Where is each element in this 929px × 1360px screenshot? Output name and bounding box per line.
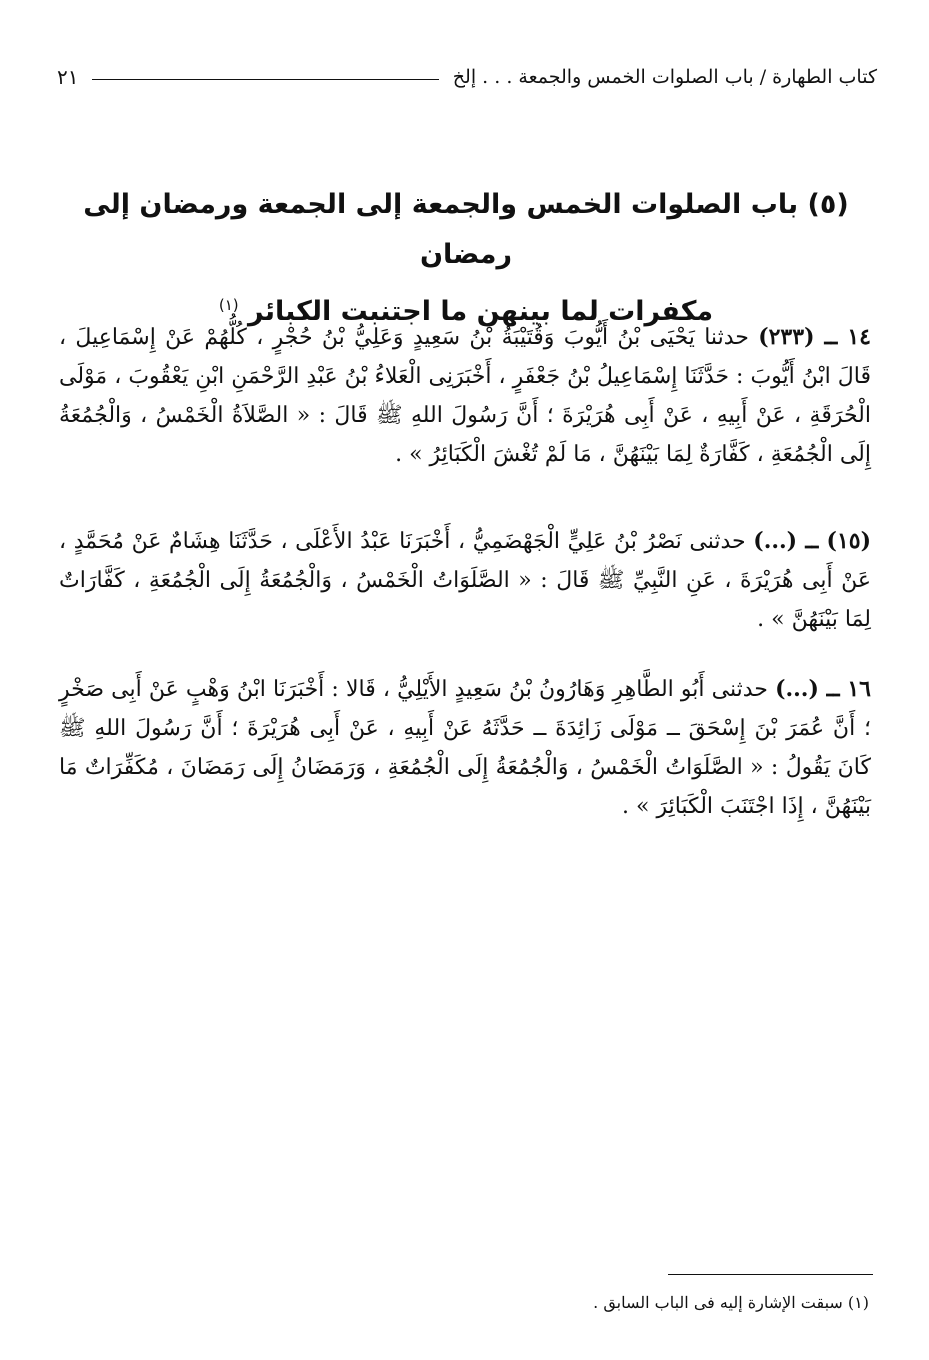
hadith-text: حدثنا يَحْيَى بْنُ أَيُّوبَ وَقُتَيْبَةُ بْنُ سَعِيدٍ وَعَلِيُّ بْنُ حُجْرٍ ، كُلُّهُمْ عَنْ إِسْمَاعِيلَ ، قَالَ ابْنُ أَيُّوبَ : حَدَّثَنَا إِسْمَاعِيلُ بْنُ جَعْفَرٍ ، أَخْبَرَنِى الْعَلاءُ بْنُ عَبْدِ الرَّحْمَنِ ابْنِ يَعْقُوبَ ، مَوْلَى الْحُرَقَةِ ، عَنْ أَبِيهِ ، عَنْ أَبِى هُرَيْرَةَ ؛ أَنَّ رَسُولَ اللهِ ﷺ قَالَ : « الصَّلاَةُ الْخَمْسُ ، وَالْجُمُعَةُ إِلَى الْجُمُعَةِ ، كَفَّارَةٌ لِمَا بَيْنَهُنَّ ، مَا لَمْ تُغْشَ الْكَبَائِرُ » .	[59, 325, 871, 467]
hadith-paragraph	[59, 318, 871, 474]
page-number: ٢١	[57, 65, 79, 89]
hadith-text: حدثنى أَبُو الطَّاهِرِ وَهَارُونُ بْنُ سَعِيدٍ الأَيْلِيُّ ، قَالا : أَخْبَرَنَا ابْنُ وَهْبٍ عَنْ أَبِى صَخْرٍ ؛ أَنَّ عُمَرَ بْنَ إِسْحَقَ ــ مَوْلَى زَائِدَةَ ــ حَدَّثَهُ عَنْ أَبِيهِ ، عَنْ أَبِى هُرَيْرَةَ ؛ أَنَّ رَسُولَ اللهِ ﷺ كَانَ يَقُولُ : « الصَّلَوَاتُ الْخَمْسُ ، وَالْجُمُعَةُ إِلَى الْجُمُعَةِ ، وَرَمَضَانُ إِلَى رَمَضَانَ ، مُكَفِّرَاتٌ مَا بَيْنَهُنَّ ، إِذَا اجْتَنَبَ الْكَبَائِرَ » .	[59, 677, 871, 819]
running-title: كتاب الطهارة / باب الصلوات الخمس والجمعة . . . إلخ	[452, 66, 877, 88]
hadith-number: ١٤ ــ (٢٣٣)	[758, 324, 871, 350]
header-rule	[92, 79, 438, 80]
hadith-number: ١٦ ــ (...)	[775, 676, 871, 702]
hadith-paragraph	[59, 670, 871, 826]
footnote-reference: (١)	[218, 296, 239, 314]
running-header	[57, 62, 877, 92]
footnote-marker: (١)	[847, 1293, 869, 1312]
chapter-title-line1: (٥) باب الصلوات الخمس والجمعة إلى الجمعة ورمضان إلى رمضان	[83, 189, 849, 270]
chapter-heading	[61, 180, 871, 337]
chapter-title-line2: مكفرات لما بينهن ما اجتنبت الكبائر	[248, 296, 714, 327]
footnote-separator	[668, 1274, 873, 1275]
hadith-text: حدثنى نَصْرُ بْنُ عَلِيٍّ الْجَهْضَمِيُّ ، أَخْبَرَنَا عَبْدُ الأَعْلَى ، حَدَّثَنَا هِشَامٌ عَنْ مُحَمَّدٍ ، عَنْ أَبِى هُرَيْرَةَ ، عَنِ النَّبِيِّ ﷺ قَالَ : « الصَّلَوَاتُ الْخَمْسُ ، وَالْجُمُعَةُ إِلَى الْجُمُعَةِ ، كَفَّارَاتٌ لِمَا بَيْنَهُنَّ » .	[59, 529, 871, 632]
hadith-number: (١٥) ــ (...)	[753, 528, 872, 554]
hadith-paragraph	[59, 522, 871, 639]
footnote	[169, 1290, 869, 1316]
footnote-text: سبقت الإشارة إليه فى الباب السابق .	[593, 1293, 843, 1312]
